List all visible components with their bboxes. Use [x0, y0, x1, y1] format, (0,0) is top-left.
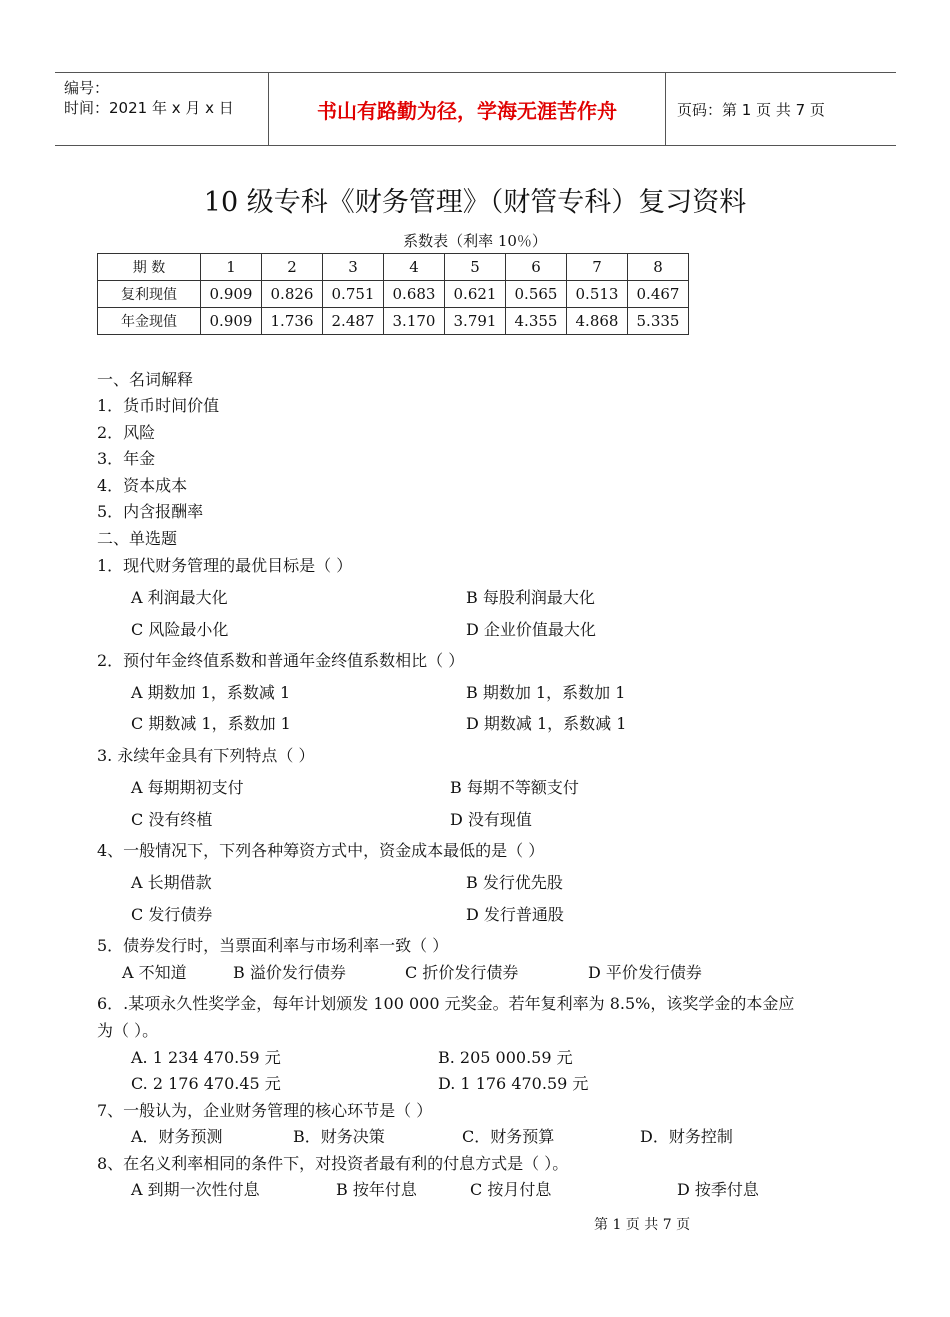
option-d: D 按季付息	[677, 1180, 759, 1199]
question-stem: 1．现代财务管理的最优目标是（ ）	[97, 556, 353, 575]
option-b: B 按年付息	[336, 1180, 417, 1199]
table-cell: 5.335	[628, 308, 689, 335]
question-stem: 8、在名义利率相同的条件下，对投资者最有利的付息方式是（ ）。	[97, 1154, 569, 1173]
table-cell: 3.170	[384, 308, 445, 335]
option-a: A. 1 234 470.59 元	[131, 1048, 281, 1067]
question-stem: 3. 永续年金具有下列特点（ ）	[97, 746, 315, 765]
table-cell: 0.513	[567, 281, 628, 308]
option-b: B．财务决策	[293, 1127, 385, 1146]
table-cell: 0.909	[201, 281, 262, 308]
table-header-cell: 6	[506, 254, 567, 281]
option-a: A 每期期初支付	[131, 778, 244, 797]
list-item: 4．资本成本	[97, 476, 188, 495]
option-a: A 不知道	[122, 963, 187, 982]
number-label: 编号：	[64, 79, 110, 97]
coefficient-table	[97, 253, 689, 335]
option-d: D 发行普通股	[466, 905, 564, 924]
option-b: B. 205 000.59 元	[438, 1048, 573, 1067]
option-a: A 长期借款	[131, 873, 212, 892]
option-c: C 风险最小化	[131, 620, 229, 639]
table-header-cell: 4	[384, 254, 445, 281]
time-label: 时间：2021 年 x 月 x 日	[64, 99, 234, 117]
option-b: B 溢价发行债券	[233, 963, 346, 982]
table-cell: 1.736	[262, 308, 323, 335]
table-cell: 0.751	[323, 281, 384, 308]
table-cell: 4.868	[567, 308, 628, 335]
table-cell: 复利现值	[98, 281, 201, 308]
table-header-cell: 8	[628, 254, 689, 281]
option-b: B 每股利润最大化	[466, 588, 595, 607]
page-footer: 第 1 页 共 7 页	[594, 1217, 691, 1233]
table-cell: 2.487	[323, 308, 384, 335]
document-title: 10 级专科《财务管理》（财管专科）复习资料	[203, 187, 747, 218]
option-b: B 期数加 1，系数加 1	[466, 683, 626, 702]
option-a: A 期数加 1，系数减 1	[131, 683, 291, 702]
option-a: A．财务预测	[131, 1127, 223, 1146]
option-c: C 按月付息	[470, 1180, 552, 1199]
question-stem: 7、一般认为，企业财务管理的核心环节是（ ）	[97, 1101, 433, 1120]
question-stem: 6．.某项永久性奖学金，每年计划颁发 100 000 元奖金。若年复利率为 8.5%，该奖学金的本金应	[97, 994, 795, 1013]
table-caption: 系数表（利率 10％）	[403, 232, 547, 250]
question-stem: 为（ ）。	[97, 1021, 159, 1040]
option-c: C．财务预算	[462, 1127, 555, 1146]
table-cell: 年金现值	[98, 308, 201, 335]
table-header-cell: 3	[323, 254, 384, 281]
table-header-cell: 2	[262, 254, 323, 281]
header-info	[55, 73, 268, 145]
option-c: C 期数减 1，系数加 1	[131, 714, 291, 733]
option-c: C 折价发行债券	[405, 963, 519, 982]
list-item: 2．风险	[97, 423, 156, 442]
table-header-cell: 期 数	[98, 254, 201, 281]
list-item: 5．内含报酬率	[97, 502, 204, 521]
table-cell: 0.467	[628, 281, 689, 308]
option-b: B 每期不等额支付	[450, 778, 579, 797]
option-d: D 期数减 1，系数减 1	[466, 714, 627, 733]
option-d: D 企业价值最大化	[466, 620, 596, 639]
header-motto: 书山有路勤为径，学海无涯苦作舟	[317, 98, 617, 123]
table-header-row	[98, 254, 689, 281]
option-d: D. 1 176 470.59 元	[438, 1074, 589, 1093]
header-divider	[665, 73, 666, 145]
table-cell: 0.909	[201, 308, 262, 335]
table-cell: 3.791	[445, 308, 506, 335]
header-page-label: 页码：第 1 页 共 7 页	[677, 100, 825, 119]
option-b: B 发行优先股	[466, 873, 563, 892]
table-header-cell: 7	[567, 254, 628, 281]
list-item: 1．货币时间价值	[97, 396, 220, 415]
table-row	[98, 308, 689, 335]
section-heading: 一、名词解释	[97, 370, 194, 389]
option-c: C 没有终植	[131, 810, 213, 829]
section-heading: 二、单选题	[97, 529, 178, 548]
option-d: D 平价发行债券	[588, 963, 702, 982]
question-stem: 2．预付年金终值系数和普通年金终值系数相比（ ）	[97, 651, 465, 670]
table-cell: 0.565	[506, 281, 567, 308]
option-c: C. 2 176 470.45 元	[131, 1074, 281, 1093]
question-stem: 5．债券发行时，当票面利率与市场利率一致（ ）	[97, 936, 449, 955]
table-header-cell: 5	[445, 254, 506, 281]
page-header	[55, 72, 896, 146]
option-a: A 利润最大化	[131, 588, 228, 607]
table-cell: 0.621	[445, 281, 506, 308]
option-d: D．财务控制	[640, 1127, 733, 1146]
option-c: C 发行债券	[131, 905, 213, 924]
table-row	[98, 281, 689, 308]
list-item: 3．年金	[97, 449, 156, 468]
option-a: A 到期一次性付息	[131, 1180, 260, 1199]
option-d: D 没有现值	[450, 810, 532, 829]
question-stem: 4、一般情况下，下列各种筹资方式中，资金成本最低的是（ ）	[97, 841, 545, 860]
table-cell: 4.355	[506, 308, 567, 335]
table-header-cell: 1	[201, 254, 262, 281]
table-cell: 0.683	[384, 281, 445, 308]
table-cell: 0.826	[262, 281, 323, 308]
